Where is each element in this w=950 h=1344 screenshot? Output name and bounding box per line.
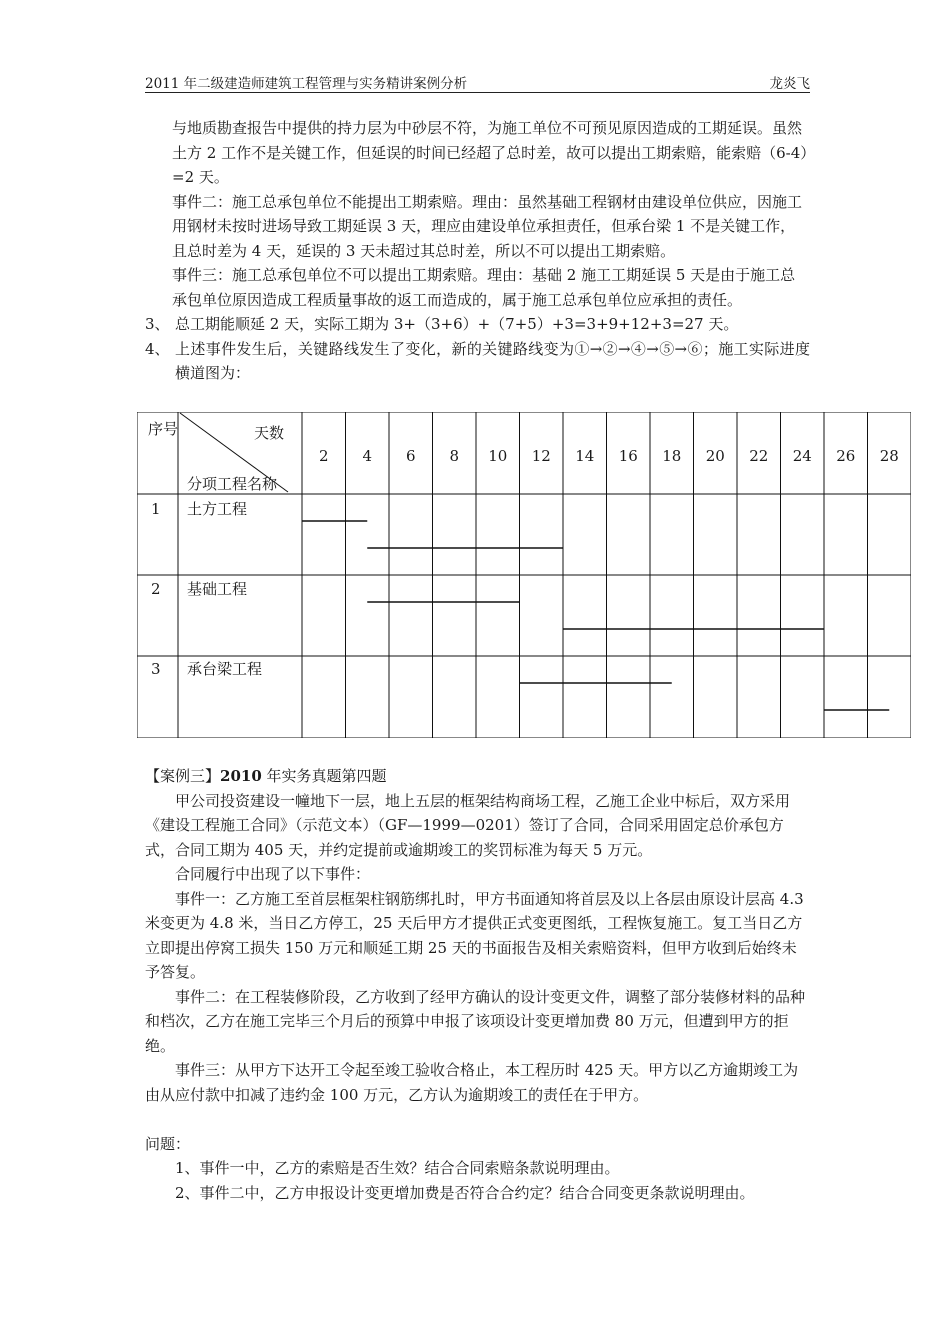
item-number: 4、 <box>145 339 170 358</box>
answer-paragraph: 事件二：施工总承包单位不能提出工期索赔。理由：虽然基础工程钢材由建设单位供应，因施工用钢材未按时进场导致工期延误 3 天，理应由建设单位承担责任，但承台梁 1 不是关键工作，且总时差为 4 天，延误的 3 天未超过其总时差，所以不可以提出工期索赔。 <box>172 192 803 260</box>
day-tick-label: 8 <box>449 447 460 465</box>
header-title: 2011 年二级建造师建筑工程管理与实务精讲案例分析 <box>145 76 468 92</box>
questions-label: 问题： <box>145 1134 191 1153</box>
day-tick-label: 16 <box>618 447 638 465</box>
case-section <box>145 764 810 1205</box>
question-item: 1、事件一中，乙方的索赔是否生效？结合合同索赔条款说明理由。 <box>175 1159 620 1177</box>
header-author: 龙炎飞 <box>769 76 810 92</box>
case-paragraph: 合同履行中出现了以下事件： <box>175 865 371 883</box>
day-tick-label: 2 <box>318 447 329 465</box>
day-tick-label: 22 <box>749 447 769 465</box>
case-title: 【案例三】2010 年实务真题第四题 <box>145 767 387 785</box>
answer-item-3 <box>145 312 810 337</box>
row-seq: 1 <box>151 500 161 518</box>
answer-paragraph: 事件三：施工总承包单位不可以提出工期索赔。理由：基础 2 施工工期延误 5 天是由于施工总承包单位原因造成工程质量事故的返工而造成的，属于施工总承包单位应承担的责任。 <box>172 266 796 309</box>
page-header <box>145 70 810 93</box>
row-seq: 2 <box>151 580 161 598</box>
item-number: 3、 <box>145 315 170 333</box>
case-paragraph: 事件一：乙方施工至首层框架柱钢筋绑扎时，甲方书面通知将首层及以上各层由原设计层高 4.3 米变更为 4.8 米，当日乙方停工，25 天后甲方才提供正式变更图纸，工程恢复施工。复工当日乙方立即提出停窝工损失 150 万元和顺延工期 25 天的书面报告及相关索赔资料，但甲方收到后始终未予答复。 <box>145 889 804 981</box>
row-name: 土方工程 <box>187 500 248 518</box>
day-tick-label: 12 <box>531 447 551 465</box>
day-tick-label: 20 <box>705 447 725 465</box>
case-paragraph: 事件二：在工程装修阶段，乙方收到了经甲方确认的设计变更文件，调整了部分装修材料的品种和档次，乙方在施工完毕三个月后的预算中申报了该项设计变更增加费 80 万元，但遭到甲方的拒绝。 <box>145 987 806 1055</box>
day-tick-label: 10 <box>488 447 508 465</box>
name-header-label: 分项工程名称 <box>187 475 278 493</box>
row-seq: 3 <box>151 660 161 678</box>
case-paragraph: 甲公司投资建设一幢地下一层，地上五层的框架结构商场工程，乙施工企业中标后，双方采用《建设工程施工合同》（示范文本）（GF—1999—0201）签订了合同，合同采用固定总价承包方式，合同工期为 405 天，并约定提前或逾期竣工的奖罚标准为每天 5 万元。 <box>145 791 791 859</box>
question-item: 2、事件二中，乙方申报设计变更增加费是否符合合约定？结合合同变更条款说明理由。 <box>175 1183 755 1202</box>
day-tick-label: 18 <box>662 447 682 465</box>
seq-header-label: 序号 <box>148 420 179 438</box>
answer-item-4 <box>145 337 810 386</box>
day-tick-label: 28 <box>879 447 899 465</box>
case-paragraph: 事件三：从甲方下达开工令起至竣工验收合格止，本工程历时 425 天。甲方以乙方逾期竣工为由从应付款中扣减了违约金 100 万元，乙方认为逾期竣工的责任在于甲方。 <box>145 1061 799 1104</box>
answer-section <box>145 116 810 386</box>
day-tick-label: 24 <box>792 447 812 465</box>
day-tick-label: 6 <box>405 447 416 465</box>
day-tick-label: 4 <box>362 447 373 465</box>
row-name: 基础工程 <box>187 580 248 598</box>
days-header-label: 天数 <box>254 424 285 442</box>
progress-gantt-chart <box>137 412 911 738</box>
row-name: 承台梁工程 <box>187 660 263 678</box>
day-tick-label: 14 <box>575 447 595 465</box>
item-text: 总工期能顺延 2 天，实际工期为 3+（3+6）+（7+5）+3=3+9+12+3=27 天。 <box>175 315 739 333</box>
item-text: 上述事件发生后，关键路线发生了变化，新的关键路线变为①→②→④→⑤→⑥；施工实际进度横道图为： <box>175 339 810 382</box>
answer-paragraph: 与地质勘查报告中提供的持力层为中砂层不符，为施工单位不可预见原因造成的工期延误。虽然土方 2 工作不是关键工作，但延误的时间已经超了总时差，故可以提出工期索赔，能索赔（6-4）=2 天。 <box>172 119 808 186</box>
day-tick-label: 26 <box>836 447 856 465</box>
